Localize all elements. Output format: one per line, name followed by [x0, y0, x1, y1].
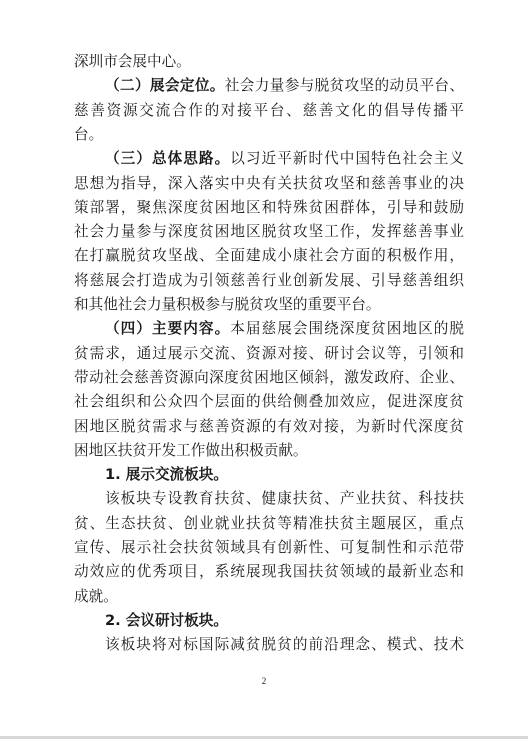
line-text: 该板块将对标国际减贫脱贫的前沿理念、模式、技术: [105, 636, 464, 654]
body-line: [105, 487, 464, 511]
page-number: 2: [261, 676, 267, 686]
body-line: [74, 439, 464, 463]
body-line: [74, 342, 464, 366]
line-text: 成就。: [74, 587, 118, 605]
body-line: [74, 415, 464, 439]
body-line: [74, 50, 464, 74]
body-line: [74, 244, 464, 268]
body-line: [74, 536, 464, 560]
line-text: 思想为指导，深入落实中央有关扶贫攻坚和慈善事业的决: [74, 174, 464, 192]
section-heading-overall-approach: （三）总体思路。: [105, 150, 231, 168]
body-line: [74, 585, 464, 609]
line-text: 带动社会慈善资源向深度贫困地区倾斜，激发政府、企业、: [74, 368, 464, 386]
body-line: [74, 99, 464, 123]
subheading-conference-seminar: 2. 会议研讨板块。: [105, 611, 228, 629]
line-text: 慈善资源交流合作的对接平台、慈善文化的倡导传播平: [74, 101, 464, 119]
body-line: [105, 633, 464, 657]
body-line: [74, 512, 464, 536]
body-line: [74, 560, 464, 584]
subheading-exhibition-exchange: 1. 展示交流板块。: [105, 466, 228, 484]
line-text: 动效应的优秀项目，系统展现我国扶贫领域的最新业态和: [74, 563, 464, 581]
section-heading-line: [105, 147, 464, 171]
subheading-line: [105, 463, 464, 487]
body-line: [74, 196, 464, 220]
body-line: [74, 293, 464, 317]
line-text: 以习近平新时代中国特色社会主义: [230, 150, 464, 168]
line-text: 该板块专设教育扶贫、健康扶贫、产业扶贫、科技扶: [105, 490, 464, 508]
body-line: [74, 366, 464, 390]
line-text: 宣传、展示社会扶贫领域具有创新性、可复制性和示范带: [74, 539, 464, 556]
line-text: 困地区脱贫需求与慈善资源的有效对接，为新时代深度贫: [74, 417, 464, 435]
line-text: 在打赢脱贫攻坚战、全面建成小康社会方面的积极作用，: [74, 247, 464, 265]
section-heading-line: [105, 74, 464, 98]
line-text: 贫、生态扶贫、创业就业扶贫等精准扶贫主题展区，重点: [74, 514, 464, 532]
line-text: 深圳市会展中心。: [74, 53, 191, 70]
body-line: [74, 123, 464, 147]
body-line: [74, 172, 464, 196]
line-text: 社会力量参与脱贫攻坚的动员平台、: [224, 77, 464, 95]
line-text: 贫需求，通过展示交流、资源对接、研讨会议等，引领和: [74, 344, 464, 362]
line-text: 台。: [74, 125, 104, 143]
line-text: 和其他社会力量积极参与脱贫攻坚的重要平台。: [74, 296, 381, 313]
body-line: [74, 220, 464, 244]
line-text: 困地区扶贫开发工作做出积极贡献。: [74, 441, 308, 459]
subheading-line: [105, 609, 464, 633]
body-line: [74, 390, 464, 414]
line-text: 本届慈展会围绕深度贫困地区的脱: [230, 320, 464, 338]
line-text: 策部署，聚焦深度贫困地区和特殊贫困群体，引导和鼓励: [74, 198, 464, 216]
line-text: 将慈展会打造成为引领慈善行业创新发展、引导慈善组织: [74, 271, 464, 289]
section-heading-line: [105, 317, 464, 341]
line-text: 社会组织和公众四个层面的供给侧叠加效应，促进深度贫: [74, 393, 464, 411]
line-text: 社会力量参与深度贫困地区脱贫攻坚工作，发挥慈善事业: [74, 223, 464, 241]
body-line: [74, 269, 464, 293]
section-heading-exhibition-positioning: （二）展会定位。: [105, 77, 225, 95]
section-heading-main-content: （四）主要内容。: [105, 320, 231, 338]
